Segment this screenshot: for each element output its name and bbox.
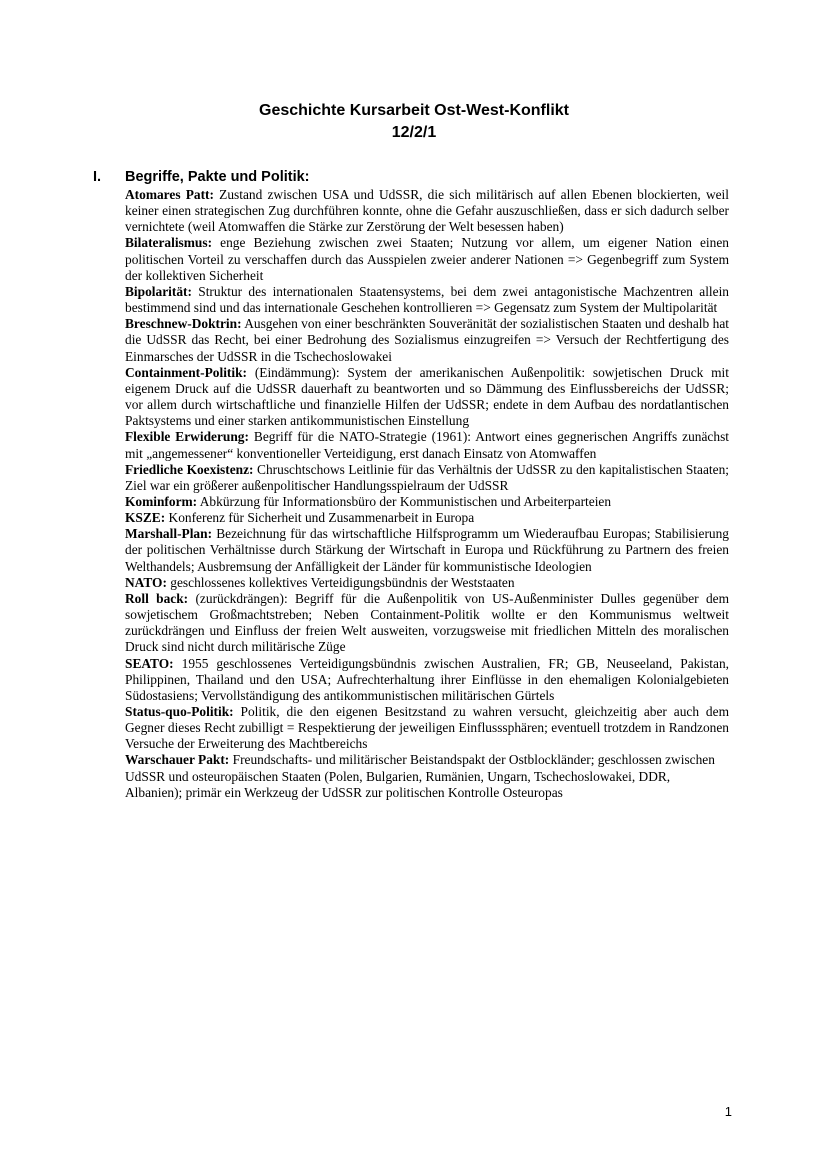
glossary-term: Warschauer Pakt: (125, 752, 230, 768)
glossary-definition: (Eindämmung): System der amerikanischen Außenpolitik: sowjetischen Druck mit eigenem Druck auf die UdSSR dauerhaft zu beantworten und so Dämmung des Einflussbereichs der UdSSR; vor allem durch wirtschaftliche und finanzielle Hilfen der UdSSR; endete in dem Aufbau des nordatlantischen Paktsystems und einer starken antikommunistischen Einstellung (125, 364, 729, 429)
page-number: 1 (724, 1104, 732, 1119)
glossary-entry (125, 510, 729, 526)
glossary-term: Flexible Erwiderung: (125, 429, 249, 445)
glossary-term: KSZE: (125, 510, 166, 526)
glossary-term: Containment-Politik: (125, 364, 247, 380)
glossary-entry (125, 752, 729, 800)
glossary-definition: Struktur des internationalen Staatensystems, bei dem zwei antagonistische Machzentren allein bestimmend sind und das internationale Geschehen kontrollieren => Gegensatz zum System der Multipolarität (125, 283, 729, 316)
glossary-definition: Politik, die den eigenen Besitzstand zu wahren versucht, gleichzeitig aber auch dem Gegner dieses Recht zubilligt = Respektierung der jeweiligen Einflusssphären; eventuell trotzdem in Randzonen Versuche der Erweiterung des Machtbereichs (125, 704, 729, 752)
glossary-definition: Abkürzung für Informationsbüro der Kommunistischen und Arbeiterparteien (197, 493, 612, 509)
glossary-entry (125, 494, 729, 510)
glossary-entry (125, 462, 729, 494)
glossary-definition: Begriff für die NATO-Strategie (1961): Antwort eines gegnerischen Angriffs zunächst mit „angemessener“ konventioneller Verteidigung, erst danach Einsatz von Atomwaffen (125, 429, 729, 461)
glossary-term: Bipolarität: (125, 283, 192, 299)
glossary-entry (125, 235, 729, 283)
section-title: Begriffe, Pakte und Politik: (125, 169, 310, 185)
glossary-entry (125, 365, 729, 430)
glossary-term: Roll back: (125, 590, 189, 606)
glossary-definition: Chruschtschows Leitlinie für das Verhältnis der UdSSR zu den kapitalistischen Staaten; Ziel war ein größerer außenpolitischer Handlungsspielraum der UdSSR (125, 461, 729, 493)
glossary-definition: Ausgehen von einer beschränkten Souveränität der sozialistischen Staaten und deshalb hat die UdSSR das Recht, bei einer Bedrohung des Sozialismus einzugreifen => Versuch der Rechtfertigung des Einmarsches der UdSSR in die Tschechoslowakei (125, 316, 729, 364)
glossary-definition: Zustand zwischen USA und UdSSR, die sich militärisch auf allen Ebenen blockierten, weil keiner einen strategischen Zug durchführen konnte, ohne die Gefahr auszuschließen, dass er sich dadurch selber vernichtete (weil Atomwaffen die Stärke zur Zerstörung der Welt besessen haben) (125, 187, 729, 235)
glossary-term: Friedliche Koexistenz: (125, 461, 254, 477)
glossary-list (125, 187, 729, 801)
glossary-term: Status-quo-Politik: (125, 704, 234, 719)
glossary-definition: (zurückdrängen): Begriff für die Außenpolitik von US-Außenminister Dulles gegenüber dem sowjetischem Großmachtstreben; Neben Containment-Politik wollte er den Kommunismus weltweit zurückdrängen und Einfluss der freien Welt ausweiten, vorzugsweise mit friedlichen Mitteln des moralischen Druck sind nicht durch militärische Züge (125, 590, 730, 655)
glossary-definition: Konferenz für Sicherheit und Zusammenarbeit in Europa (165, 510, 475, 526)
glossary-term: Bilateralismus: (125, 235, 213, 251)
glossary-term: SEATO: (125, 655, 174, 671)
glossary-term: Kominform: (125, 493, 198, 509)
document-title (0, 100, 828, 144)
glossary-term: Atomares Patt: (125, 187, 214, 202)
glossary-term: Marshall-Plan: (125, 526, 213, 542)
glossary-entry (125, 591, 729, 656)
glossary-entry (125, 526, 729, 574)
glossary-term: NATO: (125, 574, 167, 590)
glossary-entry (125, 316, 729, 364)
title-line-2: 12/2/1 (391, 124, 437, 141)
glossary-definition: geschlossenes kollektives Verteidigungsbündnis der Weststaaten (166, 574, 515, 590)
glossary-entry (125, 704, 729, 752)
glossary-definition: Bezeichnung für das wirtschaftliche Hilfsprogramm um Wiederaufbau Europas; Stabilisierung der politischen Verhältnisse durch Stärkung der Wirtschaft in Europa und Rückführung zu Partnern des freien Welthandels; Ausbremsung der Anfälligkeit der Länder für kommunistische Ideologien (125, 526, 729, 574)
glossary-definition: enge Beziehung zwischen zwei Staaten; Nutzung vor allem, um eigener Nation einen politischen Vorteil zu verschaffen durch das Ausspielen zweier anderer Nationen => Gegenbegriff zum System der kollektiven Sicherheit (125, 235, 729, 283)
glossary-definition: Freundschafts- und militärischer Beistandspakt der Ostblockländer; geschlossen zwischen UdSSR und osteuropäischen Staaten (Polen, Bulgarien, Rumänien, Ungarn, Tschechoslowakei, DDR, Albanien); primär ein Werkzeug der UdSSR zur politischen Kontrolle Osteuropas (125, 752, 715, 800)
glossary-entry (125, 656, 729, 704)
section-heading (93, 167, 733, 187)
glossary-entry (125, 575, 729, 591)
glossary-entry (125, 187, 729, 235)
glossary-term: Breschnew-Doktrin: (125, 316, 242, 332)
glossary-entry (125, 284, 729, 316)
title-line-1: Geschichte Kursarbeit Ost-West-Konflikt (259, 102, 569, 119)
section-number: I. (93, 169, 102, 185)
glossary-entry (125, 429, 729, 461)
glossary-definition: 1955 geschlossenes Verteidigungsbündnis zwischen Australien, FR; GB, Neuseeland, Pakistan, Philippinen, Thailand und den USA; Aufrechterhaltung ihrer Einflüsse in den ehemaligen Kolonialgebieten Südostasiens; Vervollständigung des antikommunistischen militärischen Gürtels (125, 655, 729, 703)
